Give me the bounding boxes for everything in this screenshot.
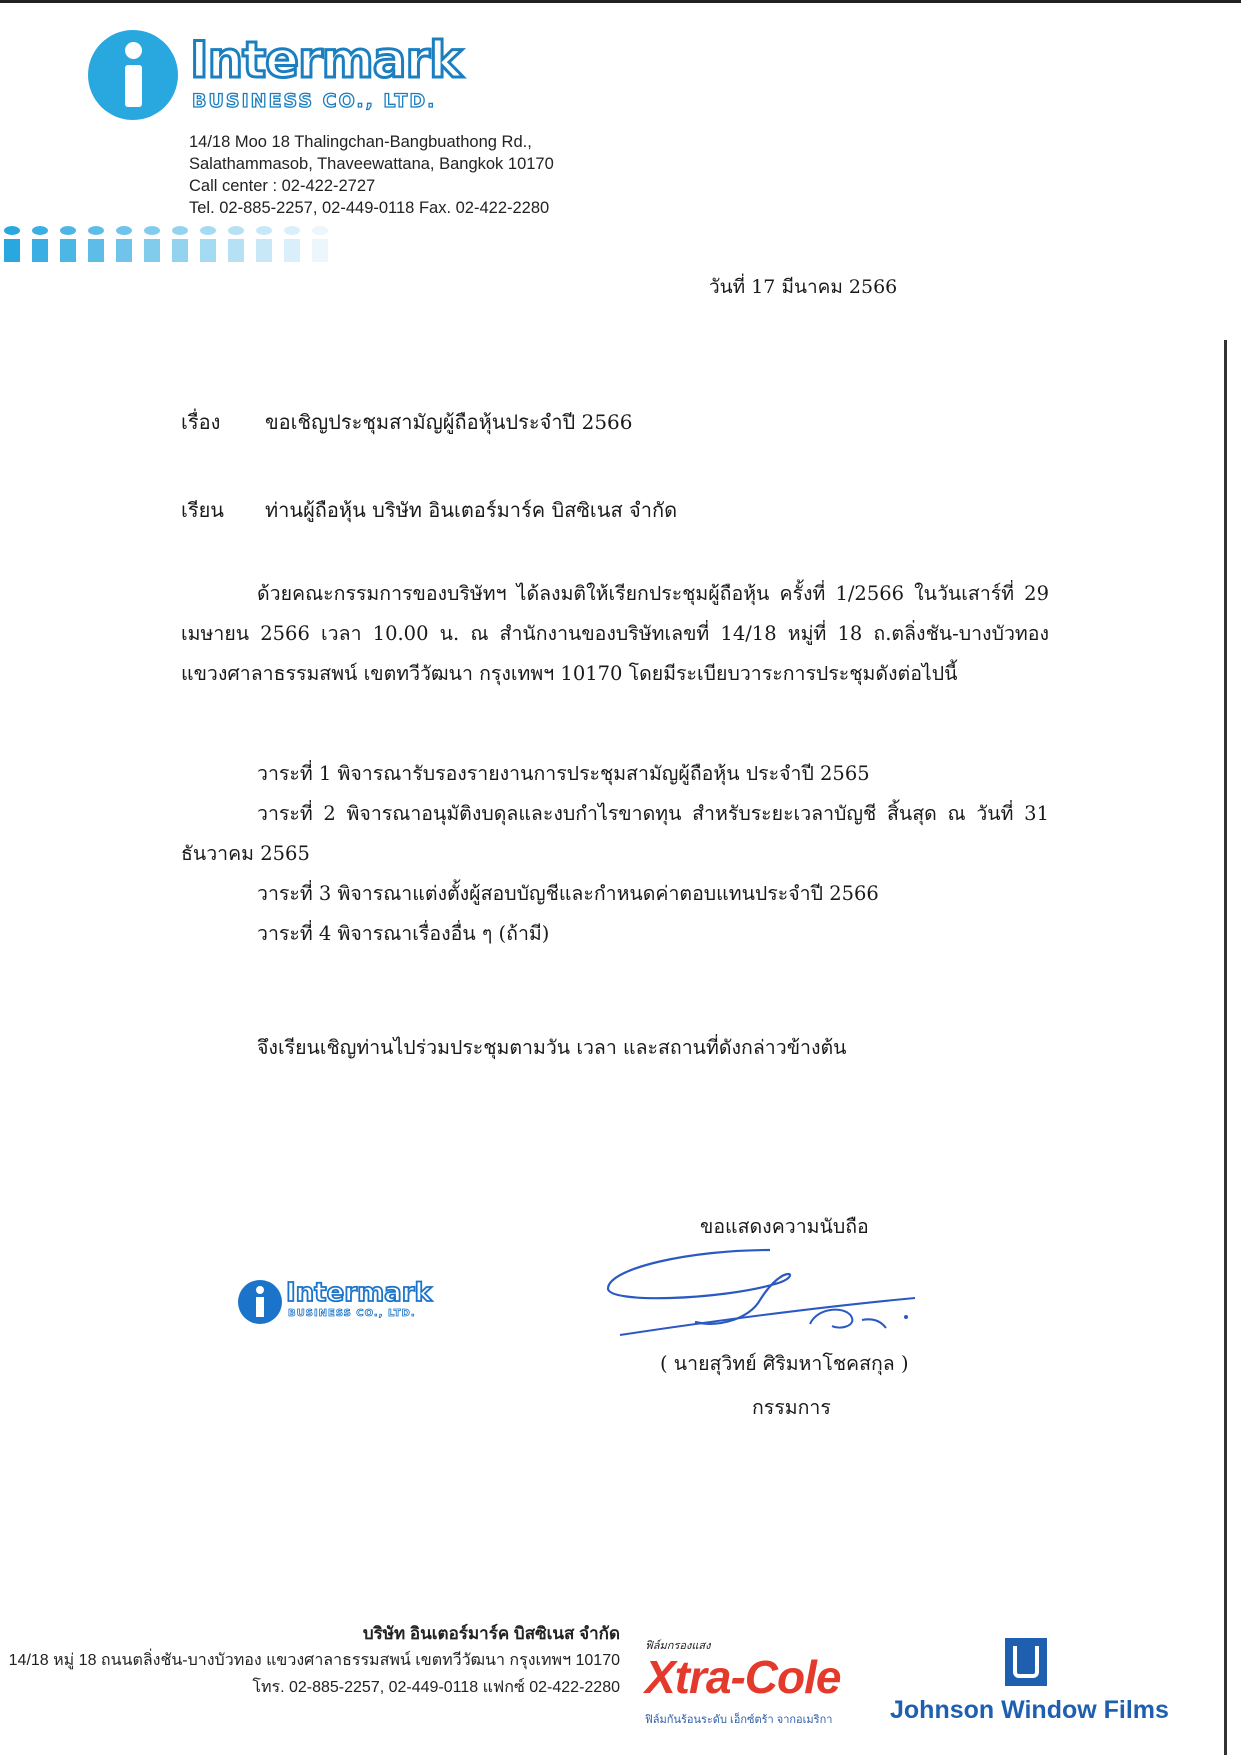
subject-text: ขอเชิญประชุมสามัญผู้ถือหุ้นประจำปี 2566 bbox=[265, 410, 633, 434]
subject-row bbox=[181, 406, 633, 438]
salutation-text: ท่านผู้ถือหุ้น บริษัท อินเตอร์มาร์ค บิสซิเนส จำกัด bbox=[265, 498, 678, 522]
logo-brand-sub: BUSINESS CO., LTD. bbox=[192, 90, 437, 112]
top-border-rule bbox=[0, 0, 1241, 3]
agenda-item-4: วาระที่ 4 พิจารณาเรื่องอื่น ๆ (ถ้ามี) bbox=[257, 922, 550, 945]
xtra-cole-logo bbox=[645, 1636, 870, 1746]
stripe-i-icon bbox=[0, 226, 24, 262]
xtra-cole-brand: Xtra-Cole bbox=[645, 1651, 841, 1703]
seal-i-icon bbox=[238, 1280, 282, 1324]
signature-image bbox=[600, 1240, 930, 1345]
stripe-i-icon bbox=[308, 226, 332, 262]
johnson-mark-icon bbox=[1005, 1638, 1047, 1686]
stripe-i-icon bbox=[84, 226, 108, 262]
logo-brand-text: Intermark bbox=[190, 31, 462, 89]
body-paragraph: ด้วยคณะกรรมการของบริษัทฯ ได้ลงมติให้เรียกประชุมผู้ถือหุ้น ครั้งที่ 1/2566 ในวันเสาร์ที่ 29 เมษายน 2566 เวลา 10.00 น. ณ สำนักงานของบริษัทเลขที่ 14/18 หมู่ที่ 18 ถ.ตลิ่งชัน-บางบัวทอง แขวงศาลาธรรมสพน์ เขตทวีวัฒนา กรุงเทพฯ 10170 โดยมีระเบียบวาระการประชุมดังต่อไปนี้ bbox=[181, 582, 1049, 685]
agenda-item-2: วาระที่ 2 พิจารณาอนุมัติงบดุลและงบกำไรขาดทุน สำหรับระยะเวลาบัญชี สิ้นสุด ณ วันที่ 31 ธันวาคม 2565 bbox=[181, 802, 1049, 865]
seal-brand-text: Intermark bbox=[286, 1278, 432, 1308]
address-line-4: Tel. 02-885-2257, 02-449-0118 Fax. 02-422-2280 bbox=[189, 199, 550, 217]
stripe-i-icon bbox=[252, 226, 276, 262]
company-seal bbox=[238, 1278, 458, 1328]
stripe-i-icon bbox=[280, 226, 304, 262]
regards-text: ขอแสดงความนับถือ bbox=[700, 1215, 869, 1238]
stripe-i-icon bbox=[224, 226, 248, 262]
agenda-item-1: วาระที่ 1 พิจารณารับรองรายงานการประชุมสามัญผู้ถือหุ้น ประจำปี 2565 bbox=[257, 762, 870, 785]
stripe-i-icon bbox=[56, 226, 80, 262]
seal-brand-sub: BUSINESS CO., LTD. bbox=[288, 1308, 416, 1319]
footer-address: 14/18 หมู่ 18 ถนนตลิ่งชัน-บางบัวทอง แขวงศาลาธรรมสพน์ เขตทวีวัฒนา กรุงเทพฯ 10170 bbox=[8, 1652, 620, 1669]
signatory-name: ( นายสุวิทย์ ศิริมหาโชคสกุล ) bbox=[660, 1352, 909, 1375]
subject-label: เรื่อง bbox=[181, 410, 221, 434]
stripe-i-icon bbox=[28, 226, 52, 262]
address-line-3: Call center : 02-422-2727 bbox=[189, 177, 376, 195]
salutation-row bbox=[181, 494, 677, 526]
company-logo bbox=[88, 30, 528, 126]
footer-company-info bbox=[9, 1620, 620, 1701]
address-line-1: 14/18 Moo 18 Thalingchan-Bangbuathong Rd., bbox=[189, 133, 532, 151]
closing-sentence: จึงเรียนเชิญท่านไปร่วมประชุมตามวัน เวลา และสถานที่ดังกล่าวข้างต้น bbox=[257, 1036, 847, 1059]
footer-company-name: บริษัท อินเตอร์มาร์ค บิสซิเนส จำกัด bbox=[362, 1624, 620, 1643]
johnson-brand-text: Johnson Window Films bbox=[890, 1696, 1169, 1724]
salutation-label: เรียน bbox=[181, 498, 224, 522]
letter-date: วันที่ 17 มีนาคม 2566 bbox=[709, 276, 898, 298]
stripe-i-icon bbox=[112, 226, 136, 262]
scan-edge-rule bbox=[1224, 340, 1227, 1755]
footer-phone: โทร. 02-885-2257, 02-449-0118 แฟกซ์ 02-422-2280 bbox=[252, 1679, 620, 1696]
header-address bbox=[189, 131, 554, 219]
agenda-list bbox=[181, 754, 1049, 954]
johnson-window-films-logo bbox=[890, 1636, 1190, 1746]
agenda-item-3: วาระที่ 3 พิจารณาแต่งตั้งผู้สอบบัญชีและกำหนดค่าตอบแทนประจำปี 2566 bbox=[257, 882, 879, 905]
xtra-cole-tagline: ฟิล์มกันร้อนระดับ เอ็กซ์ตร้า จากอเมริกา bbox=[645, 1714, 833, 1726]
info-i-icon bbox=[88, 30, 178, 120]
stripe-i-icon bbox=[140, 226, 164, 262]
stripe-i-icon bbox=[168, 226, 192, 262]
signatory-title: กรรมการ bbox=[752, 1396, 831, 1419]
decorative-stripe bbox=[0, 226, 380, 262]
address-line-2: Salathammasob, Thaveewattana, Bangkok 10170 bbox=[189, 155, 554, 173]
xtra-cole-caption: ฟิล์มกรองแสง bbox=[645, 1640, 711, 1652]
stripe-i-icon bbox=[196, 226, 220, 262]
